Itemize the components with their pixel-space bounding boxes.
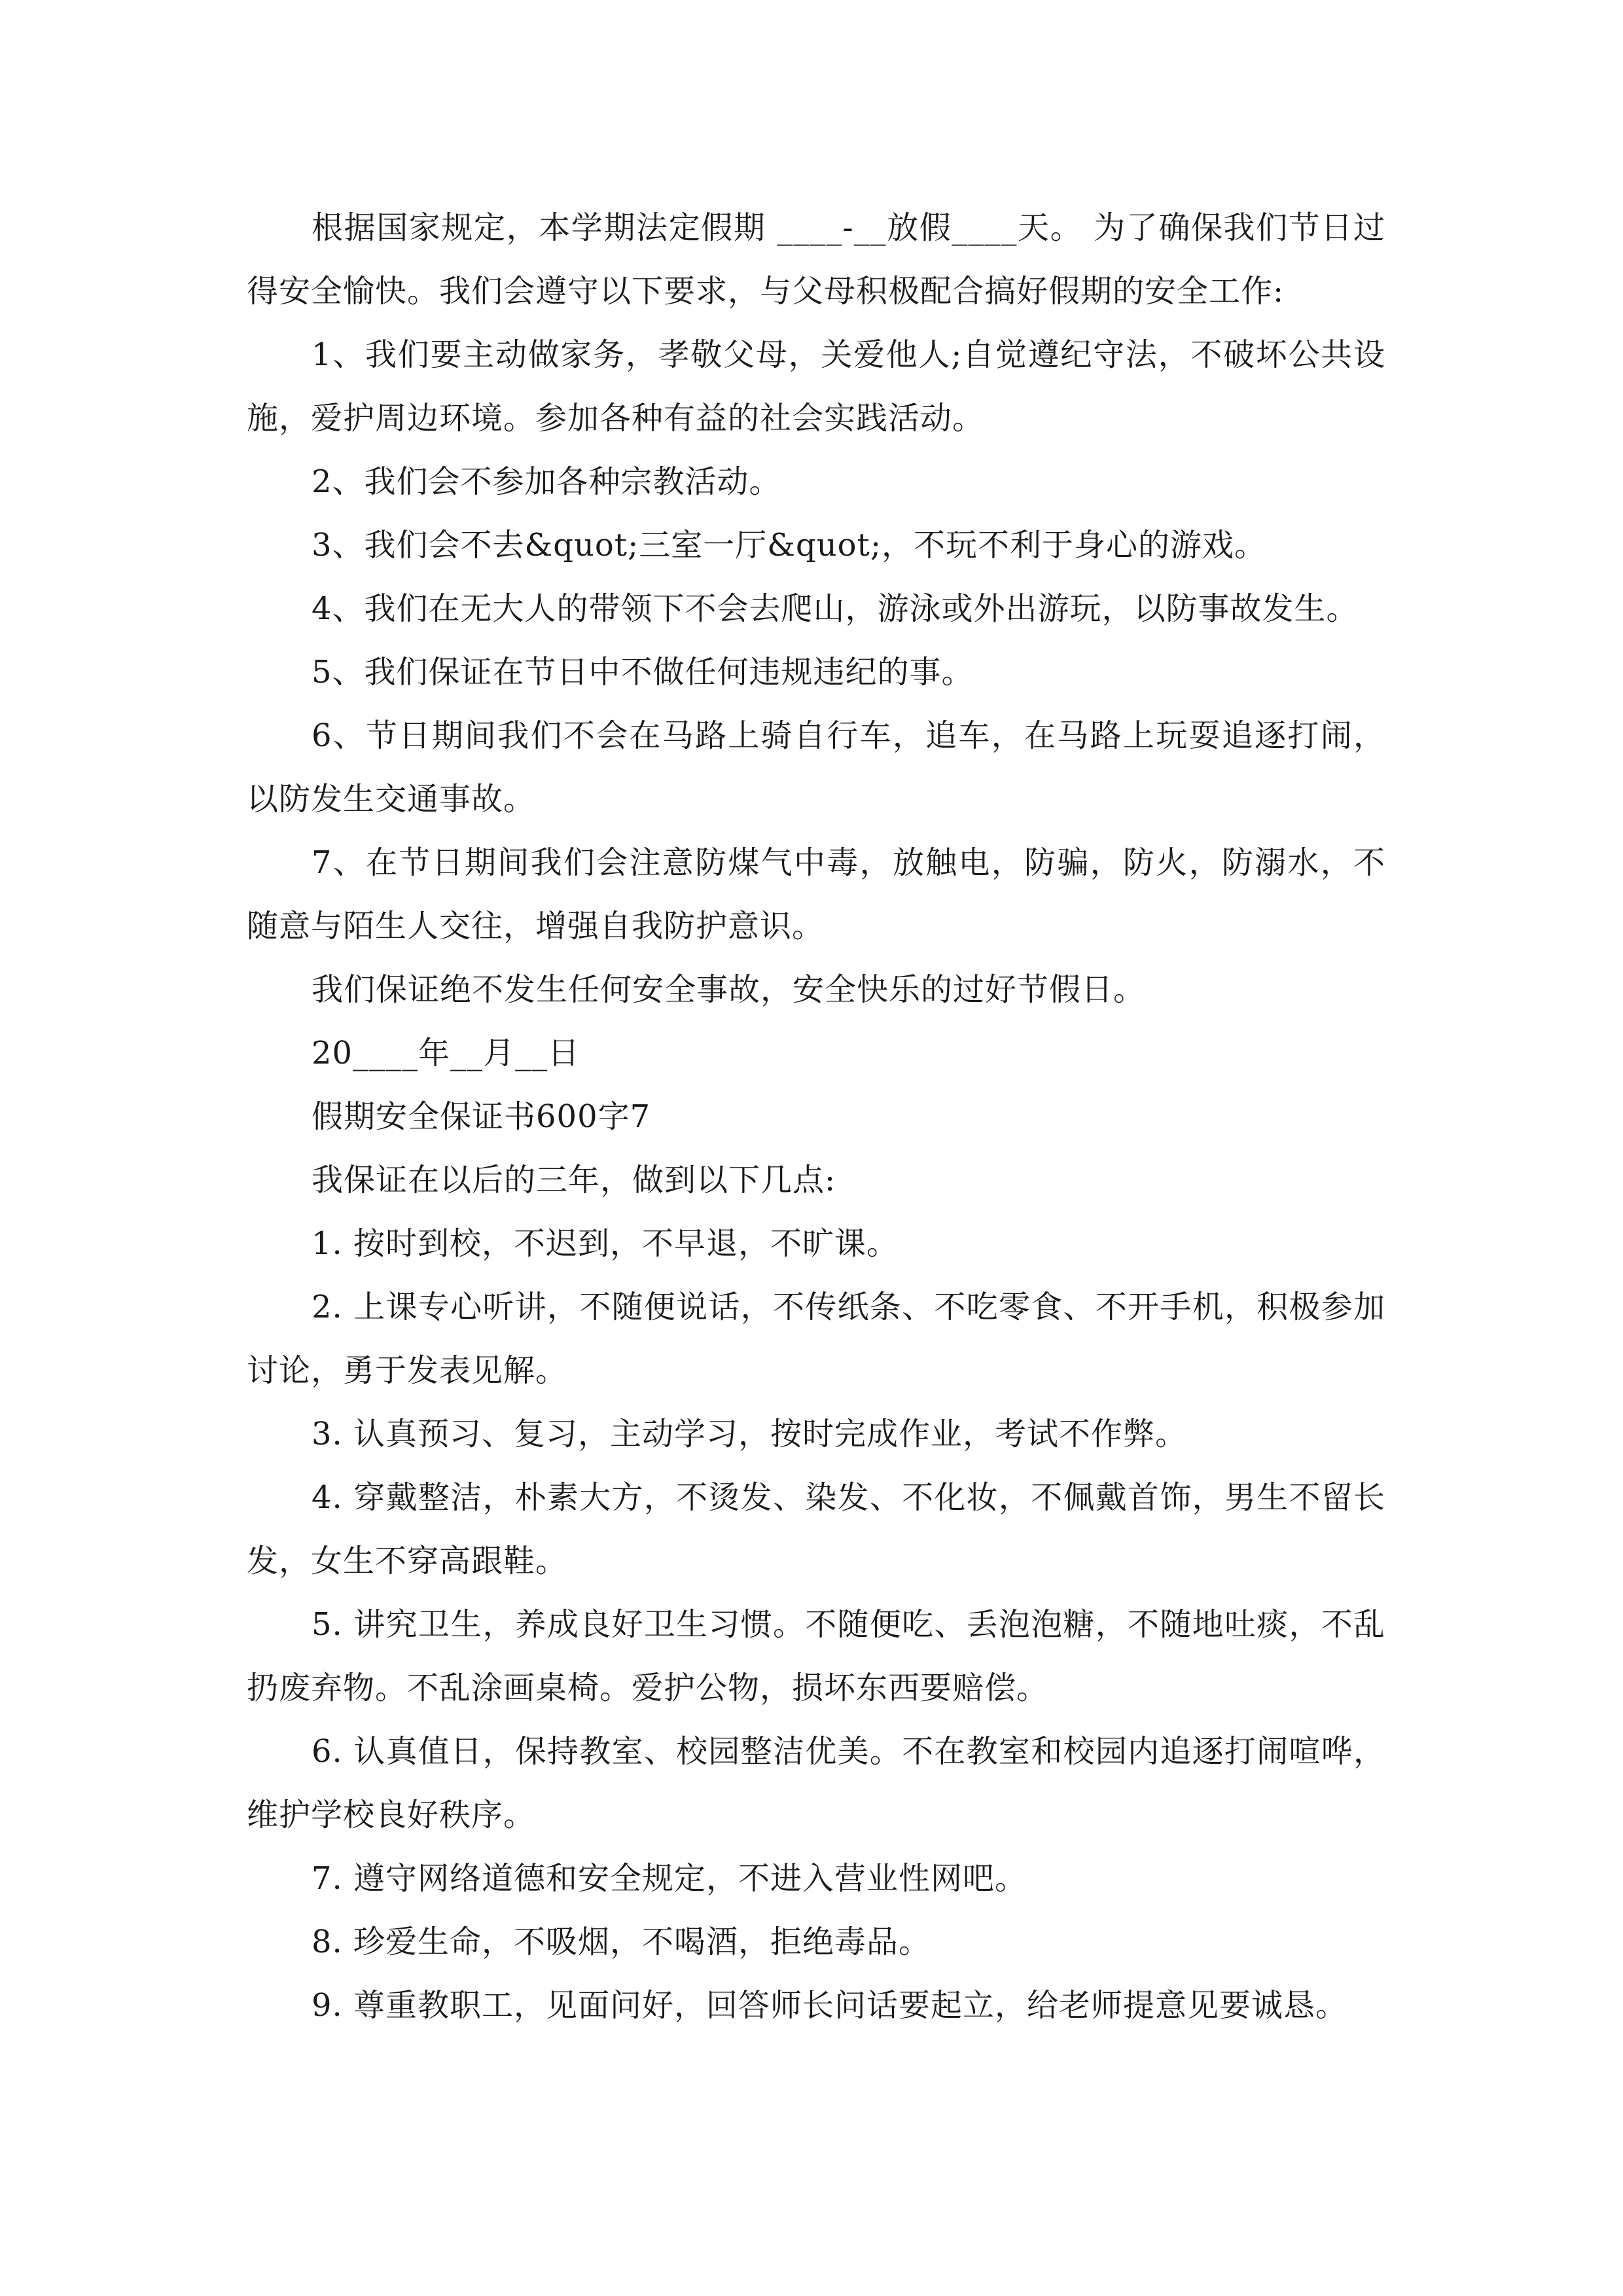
date-line: 20____年__月__日 [312,1035,580,1071]
pledge-item-4: 4、我们在无大人的带领下不会去爬山，游泳或外出游玩，以防事故发生。 [312,590,1359,627]
section-heading: 假期安全保证书600字7 [312,1098,651,1135]
pledge-item-5: 5、我们保证在节日中不做任何违规违纪的事。 [312,654,974,691]
pledge-item-2: 2、我们会不参加各种宗教活动。 [312,463,781,500]
rule-item-4: 4. 穿戴整洁，朴素大方，不烫发、染发、不化妆，不佩戴首饰，男生不留长发，女生不穿高跟鞋。 [247,1479,1385,1579]
rule-item-7: 7. 遵守网络道德和安全规定，不进入营业性网吧。 [312,1860,1027,1897]
rule-item-9: 9. 尊重教职工，见面问好，回答师长问话要起立，给老师提意见要诚恳。 [312,1987,1348,2024]
section-intro: 我保证在以后的三年，做到以下几点: [312,1162,836,1198]
rule-item-5: 5. 讲究卫生，养成良好卫生习惯。不随便吃、丢泡泡糖，不随地吐痰，不乱扔废弃物。不乱涂画桌椅。爱护公物，损坏东西要赔偿。 [247,1606,1385,1706]
rule-item-6: 6. 认真值日，保持教室、校园整洁优美。不在教室和校园内追逐打闹喧哗，维护学校良好秩序。 [247,1733,1385,1833]
rule-item-2: 2. 上课专心听讲，不随便说话，不传纸条、不吃零食、不开手机，积极参加讨论，勇于发表见解。 [247,1289,1385,1389]
rule-item-8: 8. 珍爱生命，不吸烟，不喝酒，拒绝毒品。 [312,1924,931,1960]
pledge-item-1: 1、我们要主动做家务，孝敬父母，关爱他人;自觉遵纪守法，不破坏公共设施，爱护周边环境。参加各种有益的社会实践活动。 [247,336,1385,437]
rule-item-1: 1. 按时到校，不迟到，不早退，不旷课。 [312,1225,899,1262]
intro-paragraph: 根据国家规定，本学期法定假期 ____-__放假____天。 为了确保我们节日过得安全愉快。我们会遵守以下要求，与父母积极配合搞好假期的安全工作: [247,209,1385,310]
closing-statement: 我们保证绝不发生任何安全事故，安全快乐的过好节假日。 [312,971,1146,1008]
rule-item-3: 3. 认真预习、复习，主动学习，按时完成作业，考试不作弊。 [312,1416,1188,1452]
document-body [247,196,1385,2037]
pledge-item-6: 6、节日期间我们不会在马路上骑自行车，追车，在马路上玩耍追逐打闹，以防发生交通事故。 [247,717,1385,817]
pledge-item-7: 7、在节日期间我们会注意防煤气中毒，放触电，防骗，防火，防溺水，不随意与陌生人交往，增强自我防护意识。 [247,844,1385,944]
pledge-item-3: 3、我们会不去&quot;三室一厅&quot;，不玩不利于身心的游戏。 [312,527,1266,564]
